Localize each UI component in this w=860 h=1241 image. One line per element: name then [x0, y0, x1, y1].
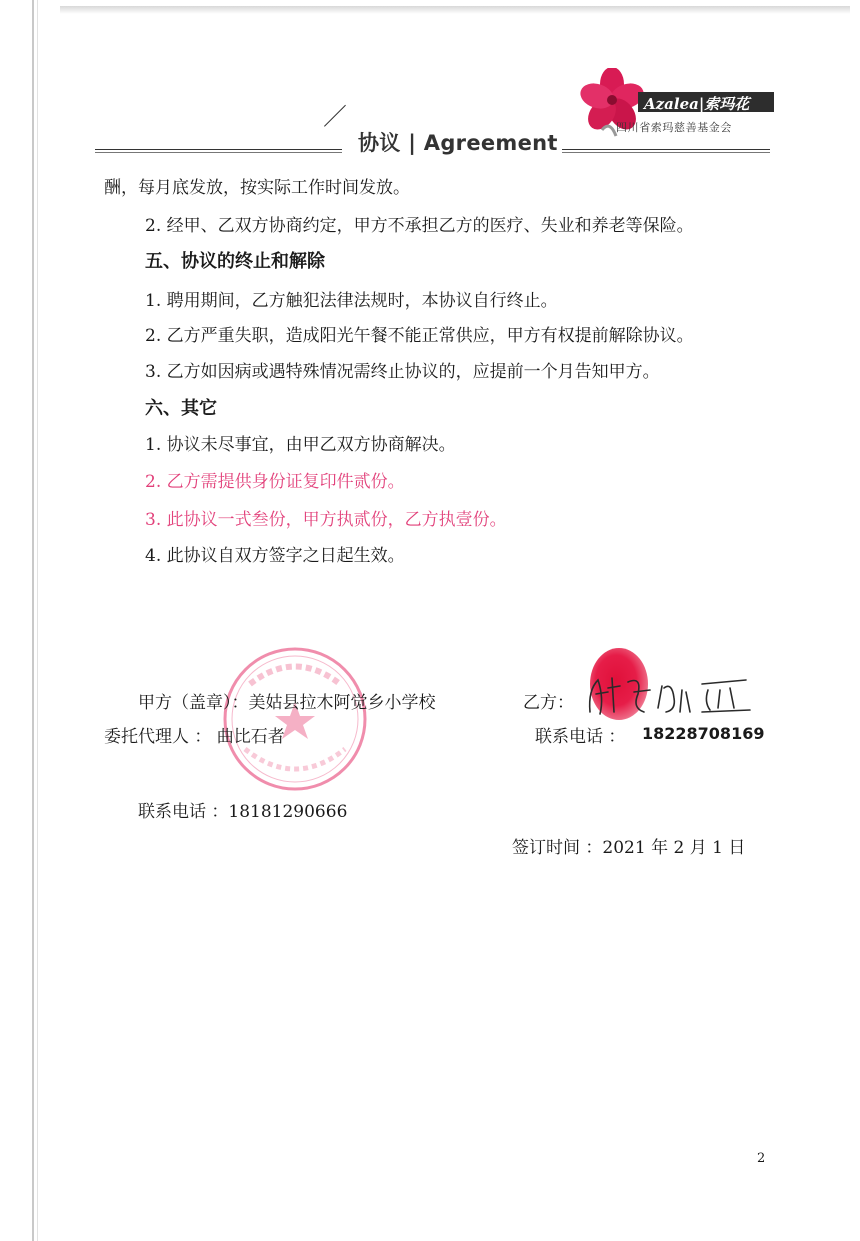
handwritten-signature [586, 668, 756, 720]
section-5-item: 1. 聘用期间，乙方触犯法律法规时，本协议自行终止。 [145, 291, 558, 311]
scan-edge [60, 6, 850, 14]
section-6-item-highlighted: 3. 此协议一式叁份，甲方执贰份，乙方执壹份。 [145, 510, 507, 530]
party-a-phone: 联系电话 ：18181290666 [138, 802, 348, 822]
party-a-label: 甲方（盖章）：美姑县拉木阿觉乡小学校 [138, 693, 436, 713]
scan-edge [37, 0, 38, 1241]
party-b-label: 乙方： [523, 693, 574, 713]
section-6-item: 4. 此协议自双方签字之日起生效。 [145, 546, 405, 566]
continued-line: 酬，每月底发放，按实际工作时间发放。 [104, 178, 410, 198]
agent-label: 委托代理人 ： 曲比石者 [104, 727, 285, 747]
scan-edge [32, 0, 34, 1241]
section-6-item: 1. 协议未尽事宜，由甲乙双方协商解决。 [145, 435, 456, 455]
section-6-heading: 六、其它 [145, 398, 217, 419]
logo-organization: 四川省索玛慈善基金会 [616, 121, 732, 134]
section-5-item: 2. 乙方严重失职，造成阳光午餐不能正常供应，甲方有权提前解除协议。 [145, 326, 694, 346]
page-number: 2 [757, 1151, 766, 1166]
page-title: 协议 | Agreement [358, 131, 558, 155]
clause-4-2: 2. 经甲、乙双方协商约定，甲方不承担乙方的医疗、失业和养老等保险。 [145, 216, 694, 236]
party-b-phone-label: 联系电话 ： [535, 727, 626, 747]
party-b-phone: 18228708169 [642, 724, 765, 743]
section-5-heading: 五、协议的终止和解除 [145, 251, 325, 272]
section-5-item: 3. 乙方如因病或遇特殊情况需终止协议的，应提前一个月告知甲方。 [145, 362, 660, 382]
sign-date: 签订时间 ：2021 年 2 月 1 日 [512, 838, 746, 858]
foundation-logo [578, 68, 778, 144]
section-6-item-highlighted: 2. 乙方需提供身份证复印件贰份。 [145, 472, 405, 492]
school-seal-stamp [220, 644, 370, 794]
logo-brand: Azalea|索玛花 [644, 95, 750, 113]
